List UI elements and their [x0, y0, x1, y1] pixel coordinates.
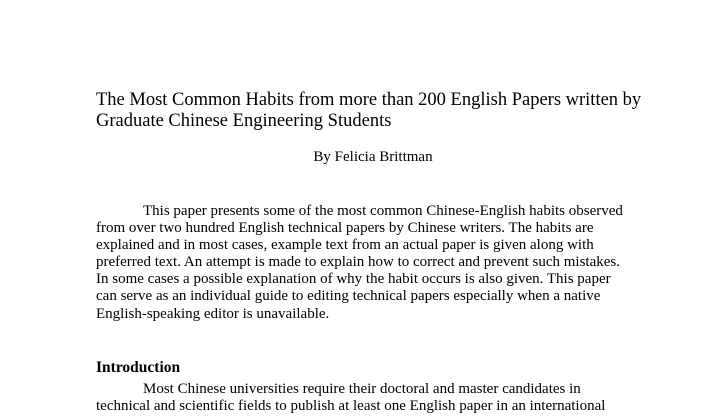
abstract-line: This paper presents some of the most common Chinese-English habits observed [143, 203, 623, 219]
abstract-line: preferred text. An attempt is made to explain how to correct and prevent such mistakes. [96, 254, 620, 271]
paper-title [96, 90, 656, 132]
abstract-paragraph [96, 203, 656, 323]
abstract-line: explained and in most cases, example text from an actual paper is given along with [96, 237, 594, 254]
title-line: Graduate Chinese Engineering Students [96, 111, 392, 131]
introduction-line: Most Chinese universities require their doctoral and master candidates in [143, 381, 581, 397]
abstract-line: from over two hundred English technical papers by Chinese writers. The habits are [96, 220, 594, 237]
title-line: The Most Common Habits from more than 200 English Papers written by [96, 90, 642, 110]
abstract-line: can serve as an individual guide to editing technical papers especially when a native [96, 288, 601, 305]
introduction-heading: Introduction [96, 359, 181, 376]
author-byline: By Felicia Brittman [313, 149, 433, 165]
introduction-paragraph [96, 381, 656, 415]
abstract-line: English-speaking editor is unavailable. [96, 305, 330, 322]
abstract-line: In some cases a possible explanation of why the habit occurs is also given. This paper [96, 271, 611, 288]
introduction-line: technical and scientific fields to publish at least one English paper in an international [96, 398, 606, 415]
